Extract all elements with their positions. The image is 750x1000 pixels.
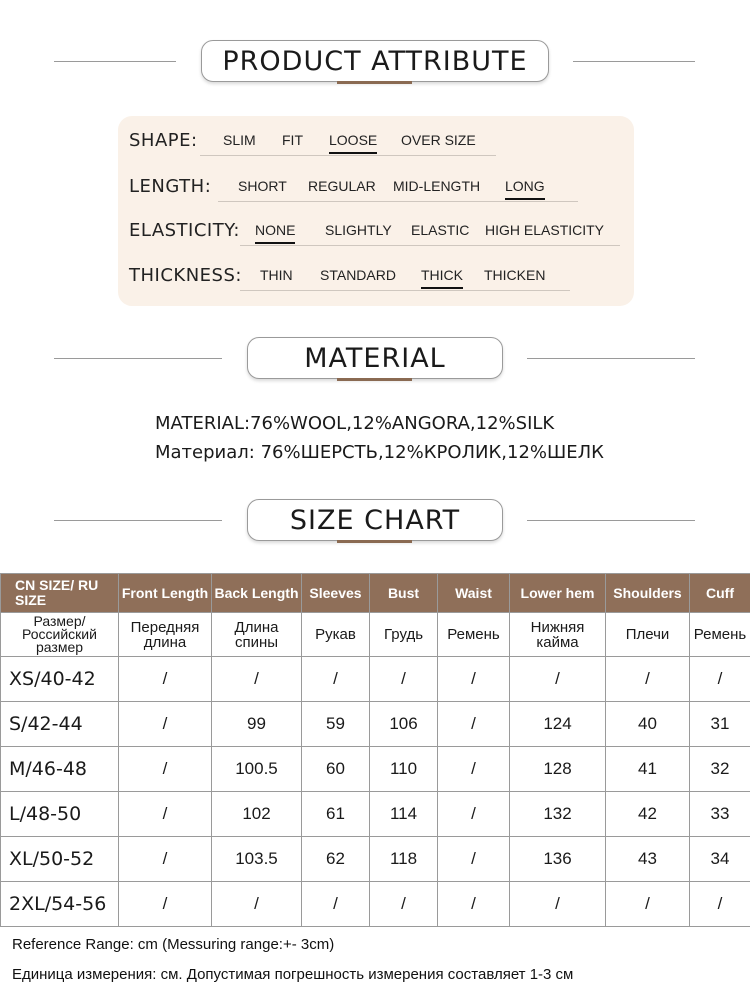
footer-note-ru: Единица измерения: см. Допустимая погрешность измерения составляет 1-3 см [12, 966, 574, 983]
attr-row-thickness [118, 263, 634, 293]
measurement-cell: 41 [606, 747, 690, 792]
attr-row-shape [118, 128, 634, 158]
measurement-cell: / [119, 657, 212, 702]
measurement-cell: 34 [690, 837, 750, 882]
footer-note-en: Reference Range: cm (Messuring range:+- 3cm) [12, 936, 335, 953]
attr-option: REGULAR [308, 178, 376, 194]
measurement-cell: 32 [690, 747, 750, 792]
attr-row-length [118, 174, 634, 204]
attr-option: STANDARD [320, 267, 396, 283]
measurement-cell: / [302, 657, 370, 702]
measurement-cell: 128 [510, 747, 606, 792]
attribute-panel [118, 116, 634, 306]
attr-option: THICKEN [484, 267, 546, 283]
col-header-ru: Длина спины [212, 613, 302, 657]
measurement-cell: 60 [302, 747, 370, 792]
divider-left [54, 61, 176, 62]
size-chart-table [0, 573, 750, 927]
col-header: Sleeves [302, 574, 370, 613]
size-label-cell: M/46-48 [1, 747, 119, 792]
measurement-cell: 103.5 [212, 837, 302, 882]
measurement-cell: / [302, 882, 370, 927]
size-label-cell: XL/50-52 [1, 837, 119, 882]
material-title: MATERIAL [247, 337, 503, 379]
attr-label: LENGTH: [129, 176, 212, 197]
measurement-cell: 118 [370, 837, 438, 882]
col-header: Lower hem [510, 574, 606, 613]
attr-option-selected: NONE [255, 222, 296, 238]
measurement-cell: 99 [212, 702, 302, 747]
divider-left [54, 358, 222, 359]
attr-option-selected: THICK [421, 267, 463, 283]
attr-label: ELASTICITY: [129, 220, 240, 241]
col-header-ru: Передняя длина [119, 613, 212, 657]
table-row [1, 747, 750, 792]
measurement-cell: / [438, 657, 510, 702]
attr-label: THICKNESS: [129, 265, 242, 286]
divider-right [527, 520, 695, 521]
measurement-cell: 33 [690, 792, 750, 837]
measurement-cell: 124 [510, 702, 606, 747]
col-header-ru: Ремень [690, 613, 750, 657]
attr-row-elasticity [118, 218, 634, 248]
attr-option: HIGH ELASTICITY [485, 222, 605, 238]
measurement-cell: / [212, 657, 302, 702]
size-label-cell: L/48-50 [1, 792, 119, 837]
title-underline [337, 378, 412, 381]
measurement-cell: / [510, 882, 606, 927]
measurement-cell: / [606, 882, 690, 927]
measurement-cell: 40 [606, 702, 690, 747]
measurement-cell: / [370, 882, 438, 927]
col-header: Waist [438, 574, 510, 613]
measurement-cell: / [119, 792, 212, 837]
attr-option: MID-LENGTH [393, 178, 481, 194]
col-header-ru: Нижняя кайма [510, 613, 606, 657]
measurement-cell: / [119, 747, 212, 792]
divider-right [527, 358, 695, 359]
attr-option-selected: LOOSE [329, 132, 378, 148]
measurement-cell: / [438, 882, 510, 927]
measurement-cell: 114 [370, 792, 438, 837]
measurement-cell: / [690, 657, 750, 702]
measurement-cell: 106 [370, 702, 438, 747]
col-header-ru: Грудь [370, 613, 438, 657]
col-header: Bust [370, 574, 438, 613]
attr-option: SLIM [223, 132, 256, 148]
col-header-ru: Рукав [302, 613, 370, 657]
col-header: Front Length [119, 574, 212, 613]
attr-option: THIN [260, 267, 293, 283]
measurement-cell: / [606, 657, 690, 702]
product-attribute-title: PRODUCT ATTRIBUTE [201, 40, 549, 82]
size-label-cell: S/42-44 [1, 702, 119, 747]
measurement-cell: 102 [212, 792, 302, 837]
col-header-ru: Ремень [438, 613, 510, 657]
measurement-cell: 31 [690, 702, 750, 747]
material-line-en: MATERIAL:76%WOOL,12%ANGORA,12%SILK [155, 413, 555, 434]
measurement-cell: / [438, 837, 510, 882]
measurement-cell: 132 [510, 792, 606, 837]
col-header-ru: Плечи [606, 613, 690, 657]
title-underline [337, 81, 412, 84]
measurement-cell: / [438, 792, 510, 837]
size-chart-title: SIZE CHART [247, 499, 503, 541]
attr-option: SLIGHTLY [325, 222, 392, 238]
measurement-cell: 42 [606, 792, 690, 837]
measurement-cell: 100.5 [212, 747, 302, 792]
table-row [1, 792, 750, 837]
measurement-cell: / [119, 702, 212, 747]
attr-option: FIT [282, 132, 303, 148]
col-header-ru: Размер/ Российский размер [1, 613, 119, 657]
attr-option: ELASTIC [411, 222, 470, 238]
attr-option-selected: LONG [505, 178, 545, 194]
col-header: Shoulders [606, 574, 690, 613]
attr-option: OVER SIZE [401, 132, 476, 148]
product-attribute-header [0, 40, 750, 85]
col-header: Cuff [690, 574, 750, 613]
measurement-cell: 110 [370, 747, 438, 792]
size-label-cell: XS/40-42 [1, 657, 119, 702]
table-row [1, 837, 750, 882]
table-row [1, 882, 750, 927]
attr-option: SHORT [238, 178, 287, 194]
measurement-cell: / [370, 657, 438, 702]
size-label-cell: 2XL/54-56 [1, 882, 119, 927]
title-underline [337, 540, 412, 543]
material-header [0, 337, 750, 382]
measurement-cell: / [438, 747, 510, 792]
col-header: CN SIZE/ RU SIZE [1, 574, 119, 613]
measurement-cell: / [119, 882, 212, 927]
measurement-cell: 136 [510, 837, 606, 882]
header-row-en [1, 574, 750, 613]
header-row-ru [1, 613, 750, 657]
divider-left [54, 520, 222, 521]
measurement-cell: / [690, 882, 750, 927]
measurement-cell: / [510, 657, 606, 702]
divider-right [573, 61, 695, 62]
col-header: Back Length [212, 574, 302, 613]
table-row [1, 702, 750, 747]
measurement-cell: 61 [302, 792, 370, 837]
measurement-cell: / [119, 837, 212, 882]
measurement-cell: / [212, 882, 302, 927]
measurement-cell: / [438, 702, 510, 747]
attr-label: SHAPE: [129, 130, 198, 151]
measurement-cell: 59 [302, 702, 370, 747]
measurement-cell: 43 [606, 837, 690, 882]
size-chart-header [0, 499, 750, 544]
table-row [1, 657, 750, 702]
measurement-cell: 62 [302, 837, 370, 882]
material-line-ru: Материал: 76%ШЕРСТЬ,12%КРОЛИК,12%ШЕЛК [155, 442, 604, 463]
